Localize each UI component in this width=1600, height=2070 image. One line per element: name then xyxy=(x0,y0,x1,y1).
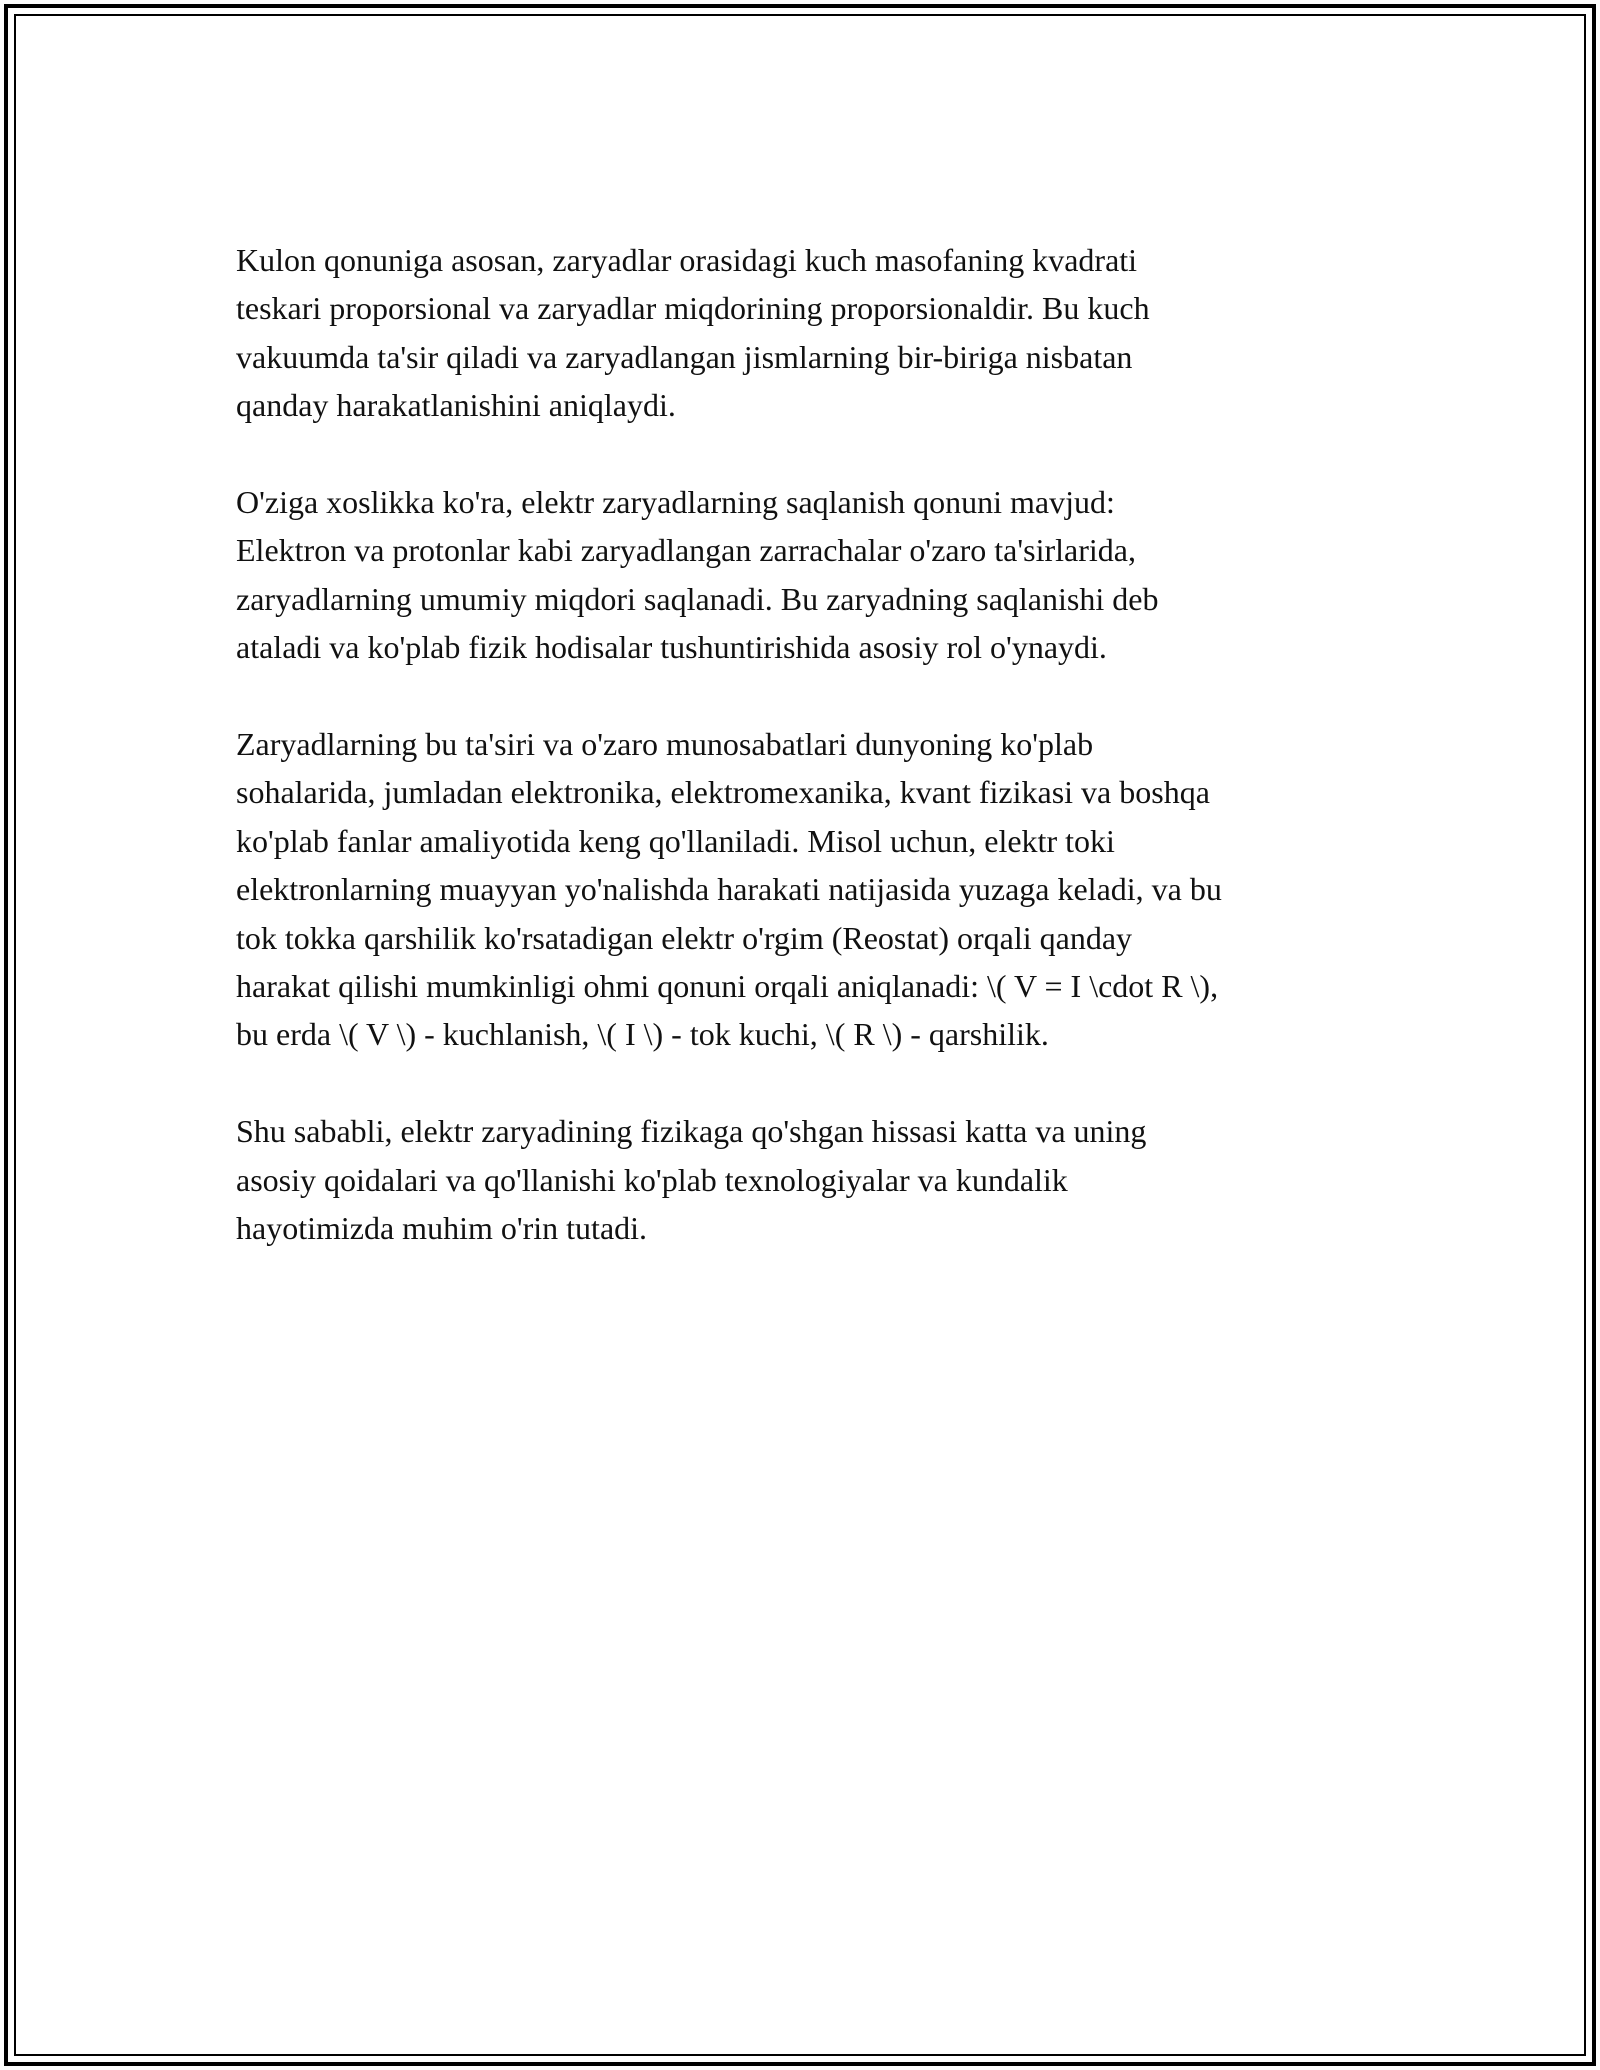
text-line: teskari proporsional va zaryadlar miqdorining proporsionaldir. Bu kuch xyxy=(236,290,1150,327)
paragraph-coulomb-law xyxy=(236,236,1376,430)
document-body xyxy=(236,236,1376,1301)
text-line: O'ziga xoslikka ko'ra, elektr zaryadlarning saqlanish qonuni mavjud: xyxy=(236,484,1115,521)
text-line: Zaryadlarning bu ta'siri va o'zaro munosabatlari dunyoning ko'plab xyxy=(236,726,1094,763)
paragraph-applications-ohm-law xyxy=(236,720,1376,1059)
text-line: Shu sababli, elektr zaryadining fizikaga qo'shgan hissasi katta va uning xyxy=(236,1113,1147,1150)
text-line: tok tokka qarshilik ko'rsatadigan elektr o'rgim (Reostat) orqali qanday xyxy=(236,919,1133,956)
text-line: zaryadlarning umumiy miqdori saqlanadi. Bu zaryadning saqlanishi deb xyxy=(236,580,1159,617)
text-line: Kulon qonuniga asosan, zaryadlar orasidagi kuch masofaning kvadrati xyxy=(236,242,1138,278)
paragraph-conclusion xyxy=(236,1107,1376,1252)
text-line: ataladi va ko'plab fizik hodisalar tushuntirishida asosiy rol o'ynaydi. xyxy=(236,629,1107,666)
text-line: elektronlarning muayyan yo'nalishda harakati natijasida yuzaga keladi, va bu xyxy=(236,871,1222,908)
paragraph-charge-conservation xyxy=(236,478,1376,672)
text-line: bu erda \( V \) - kuchlanish, \( I \) - tok kuchi, \( R \) - qarshilik. xyxy=(236,1016,1049,1053)
text-line: qanday harakatlanishini aniqlaydi. xyxy=(236,387,676,424)
text-line: Elektron va protonlar kabi zaryadlangan zarrachalar o'zaro ta'sirlarida, xyxy=(236,532,1136,569)
text-line: vakuumda ta'sir qiladi va zaryadlangan jismlarning bir-biriga nisbatan xyxy=(236,338,1133,375)
text-line: hayotimizda muhim o'rin tutadi. xyxy=(236,1210,648,1247)
text-line: harakat qilishi mumkinligi ohmi qonuni orqali aniqlanadi: \( V = I \cdot R \), xyxy=(236,968,1219,1005)
text-line: sohalarida, jumladan elektronika, elektromexanika, kvant fizikasi va boshqa xyxy=(236,774,1210,811)
text-line: asosiy qoidalari va qo'llanishi ko'plab texnologiyalar va kundalik xyxy=(236,1161,1068,1198)
text-line: ko'plab fanlar amaliyotida keng qo'llaniladi. Misol uchun, elektr toki xyxy=(236,822,1115,859)
